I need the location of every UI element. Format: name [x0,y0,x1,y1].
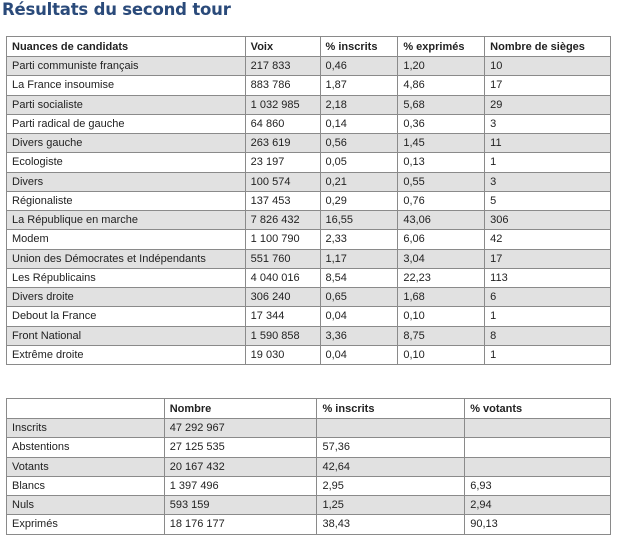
table-cell: 883 786 [245,76,320,95]
table-cell: 2,18 [320,95,398,114]
table-cell: 137 453 [245,191,320,210]
participation-row [7,515,611,534]
row-label-cell: Parti communiste français [7,57,246,76]
candidate-row [7,345,611,364]
row-label-cell: Inscrits [7,419,165,438]
table-cell: 0,10 [398,345,485,364]
column-header: Nombre de sièges [485,37,611,57]
table-cell: 263 619 [245,134,320,153]
candidate-row [7,230,611,249]
table-cell: 0,65 [320,288,398,307]
table-cell: 217 833 [245,57,320,76]
table-cell: 0,29 [320,191,398,210]
table-cell: 18 176 177 [164,515,317,534]
column-header: % inscrits [317,399,465,419]
table-cell: 47 292 967 [164,419,317,438]
table-cell: 1 397 496 [164,476,317,495]
table-cell: 0,10 [398,307,485,326]
row-label-cell: Union des Démocrates et Indépendants [7,249,246,268]
page-title: Résultats du second tour [2,0,231,19]
table-cell: 11 [485,134,611,153]
candidates-results-table [6,36,611,365]
participation-table [6,398,611,535]
table-cell: 3 [485,114,611,133]
row-label-cell: Front National [7,326,246,345]
table-cell: 100 574 [245,172,320,191]
table-cell: 1 590 858 [245,326,320,345]
candidate-row [7,172,611,191]
table-cell: 0,76 [398,191,485,210]
table-cell: 4,86 [398,76,485,95]
table-cell: 42 [485,230,611,249]
table-cell: 17 344 [245,307,320,326]
participation-row [7,438,611,457]
row-label-cell: La France insoumise [7,76,246,95]
candidate-row [7,76,611,95]
table-cell: 2,33 [320,230,398,249]
table-cell: 3,36 [320,326,398,345]
table-cell: 5,68 [398,95,485,114]
table-cell: 19 030 [245,345,320,364]
column-header: % exprimés [398,37,485,57]
table-cell: 0,46 [320,57,398,76]
table-cell: 593 159 [164,496,317,515]
row-label-cell: Debout la France [7,307,246,326]
table-cell: 64 860 [245,114,320,133]
table-cell: 1,25 [317,496,465,515]
table-cell: 8,54 [320,268,398,287]
participation-row [7,476,611,495]
table-cell: 0,04 [320,345,398,364]
table-cell: 0,13 [398,153,485,172]
table-cell: 6,06 [398,230,485,249]
table-cell: 16,55 [320,211,398,230]
row-label-cell: Divers [7,172,246,191]
table-cell: 2,95 [317,476,465,495]
column-header: Voix [245,37,320,57]
candidate-row [7,307,611,326]
row-label-cell: Parti socialiste [7,95,246,114]
column-header: Nombre [164,399,317,419]
candidate-row [7,134,611,153]
candidate-row [7,114,611,133]
row-label-cell: Abstentions [7,438,165,457]
table-cell: 113 [485,268,611,287]
table-cell: 5 [485,191,611,210]
table-cell: 27 125 535 [164,438,317,457]
row-label-cell: Blancs [7,476,165,495]
participation-row [7,457,611,476]
table-cell: 1 100 790 [245,230,320,249]
table-cell: 0,21 [320,172,398,191]
table-cell: 8,75 [398,326,485,345]
candidate-row [7,268,611,287]
table-cell: 10 [485,57,611,76]
table-cell: 2,94 [465,496,611,515]
row-label-cell: Divers droite [7,288,246,307]
candidate-row [7,191,611,210]
table-cell: 306 [485,211,611,230]
table-cell: 1,87 [320,76,398,95]
row-label-cell: Modem [7,230,246,249]
table-cell: 1 [485,307,611,326]
table-cell: 38,43 [317,515,465,534]
column-header: Nuances de candidats [7,37,246,57]
row-label-cell: Les Républicains [7,268,246,287]
row-label-cell: Divers gauche [7,134,246,153]
candidate-row [7,249,611,268]
row-label-cell: Ecologiste [7,153,246,172]
table-cell: 8 [485,326,611,345]
table-cell: 1 032 985 [245,95,320,114]
table-cell [317,419,465,438]
table-cell: 306 240 [245,288,320,307]
table-cell: 1 [485,345,611,364]
table-cell: 0,14 [320,114,398,133]
table-cell: 7 826 432 [245,211,320,230]
candidate-row [7,326,611,345]
row-label-cell: Exprimés [7,515,165,534]
table-cell: 23 197 [245,153,320,172]
candidate-row [7,57,611,76]
table-cell: 0,04 [320,307,398,326]
table-cell: 1,45 [398,134,485,153]
row-label-cell: Votants [7,457,165,476]
table-cell: 17 [485,249,611,268]
table-cell: 0,05 [320,153,398,172]
table-cell [465,438,611,457]
row-label-cell: Extrême droite [7,345,246,364]
table-cell: 17 [485,76,611,95]
table-cell: 551 760 [245,249,320,268]
candidate-row [7,153,611,172]
table-cell: 0,56 [320,134,398,153]
table-cell: 90,13 [465,515,611,534]
column-header: % inscrits [320,37,398,57]
table-cell: 57,36 [317,438,465,457]
row-label-cell: Nuls [7,496,165,515]
row-label-cell: La République en marche [7,211,246,230]
table-cell: 22,23 [398,268,485,287]
row-label-cell: Régionaliste [7,191,246,210]
table-cell: 6,93 [465,476,611,495]
participation-row [7,496,611,515]
table-cell: 6 [485,288,611,307]
candidate-row [7,288,611,307]
candidate-row [7,95,611,114]
table-cell: 42,64 [317,457,465,476]
row-label-cell: Parti radical de gauche [7,114,246,133]
table-cell: 1,20 [398,57,485,76]
table-cell [465,419,611,438]
table-cell [465,457,611,476]
table-cell: 20 167 432 [164,457,317,476]
table-cell: 0,55 [398,172,485,191]
table-cell: 43,06 [398,211,485,230]
table-cell: 3,04 [398,249,485,268]
candidates-header-row [7,37,611,57]
column-header: % votants [465,399,611,419]
table-cell: 1,17 [320,249,398,268]
table-cell: 3 [485,172,611,191]
table-cell: 4 040 016 [245,268,320,287]
participation-row [7,419,611,438]
column-header [7,399,165,419]
participation-header-row [7,399,611,419]
table-cell: 1,68 [398,288,485,307]
candidate-row [7,211,611,230]
table-cell: 1 [485,153,611,172]
table-cell: 0,36 [398,114,485,133]
table-cell: 29 [485,95,611,114]
